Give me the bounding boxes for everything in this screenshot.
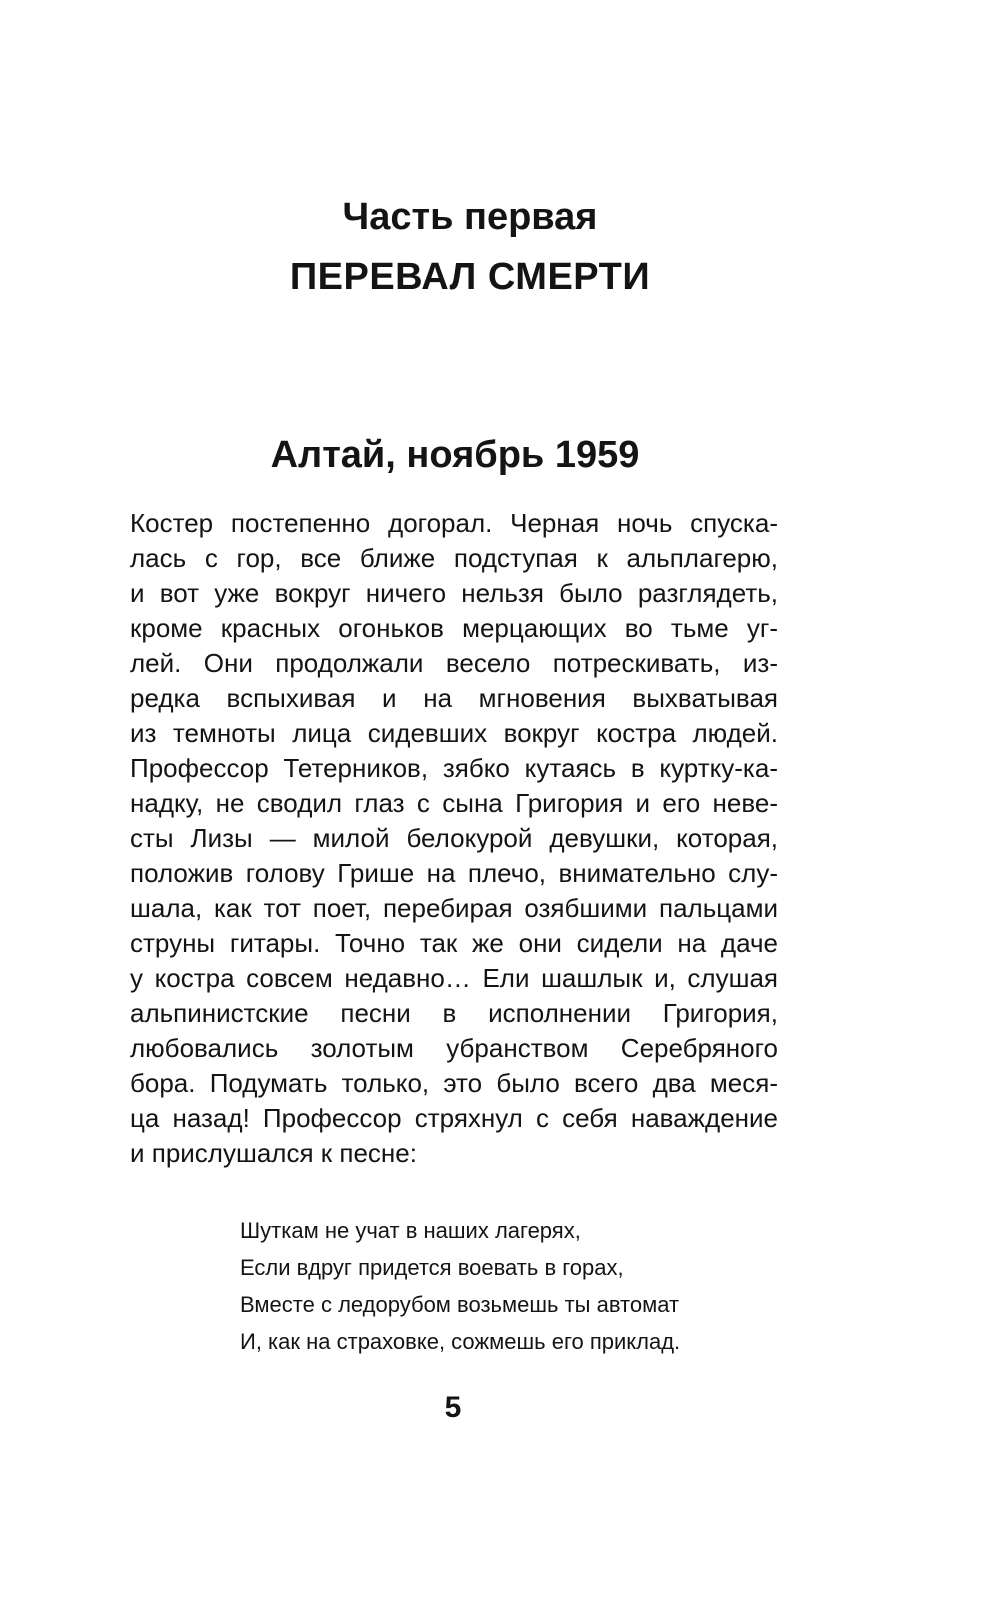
body-line: бора. Подумать только, это было всего два меся-	[130, 1068, 778, 1098]
body-line: шала, как тот поет, перебирая озябшими пальцами	[130, 893, 778, 923]
body-line: Профессор Тетерников, зябко кутаясь в куртку-ка-	[130, 753, 778, 783]
part-title: ПЕРЕВАЛ СМЕРТИ	[289, 256, 651, 298]
poem-line: Шуткам не учат в наших лагерях,	[240, 1218, 581, 1243]
body-line: лей. Они продолжали весело потрескивать, из-	[130, 648, 778, 678]
body-line: Костер постепенно догорал. Черная ночь спуска-	[130, 508, 778, 538]
body-line: и прислушался к песне:	[130, 1138, 417, 1168]
body-line: струны гитары. Точно так же они сидели на даче	[130, 928, 778, 958]
poem-line: Если вдруг придется воевать в горах,	[240, 1255, 624, 1280]
poem-line: Вместе с ледорубом возьмешь ты автомат	[240, 1292, 680, 1317]
body-line: кроме красных огоньков мерцающих во тьме уг-	[130, 613, 778, 643]
body-line: у костра совсем недавно… Ели шашлык и, слушая	[130, 963, 778, 993]
body-line: сты Лизы — милой белокурой девушки, которая,	[130, 823, 778, 853]
body-line: редка вспыхивая и на мгновения выхватывая	[130, 683, 778, 713]
body-line: положив голову Грише на плечо, внимательно слу-	[130, 858, 778, 888]
body-line: ца назад! Профессор стряхнул с себя наваждение	[130, 1103, 778, 1133]
body-line: и вот уже вокруг ничего нельзя было разглядеть,	[130, 578, 778, 608]
body-paragraph	[130, 506, 778, 1171]
body-line: альпинистские песни в исполнении Григория,	[130, 998, 778, 1028]
body-line: из темноты лица сидевших вокруг костра людей.	[130, 718, 778, 748]
body-line: лась с гор, все ближе подступая к альплагерю,	[130, 543, 778, 573]
poem-stanza	[240, 1212, 760, 1360]
part-label: Часть первая	[342, 196, 598, 238]
body-line: надку, не сводил глаз с сына Григория и его неве-	[130, 788, 778, 818]
body-line: любовались золотым убранством Серебряного	[130, 1033, 778, 1063]
page-number: 5	[444, 1391, 462, 1424]
chapter-heading: Алтай, ноябрь 1959	[270, 434, 640, 476]
poem-line: И, как на страховке, сожмешь его приклад.	[240, 1329, 681, 1354]
